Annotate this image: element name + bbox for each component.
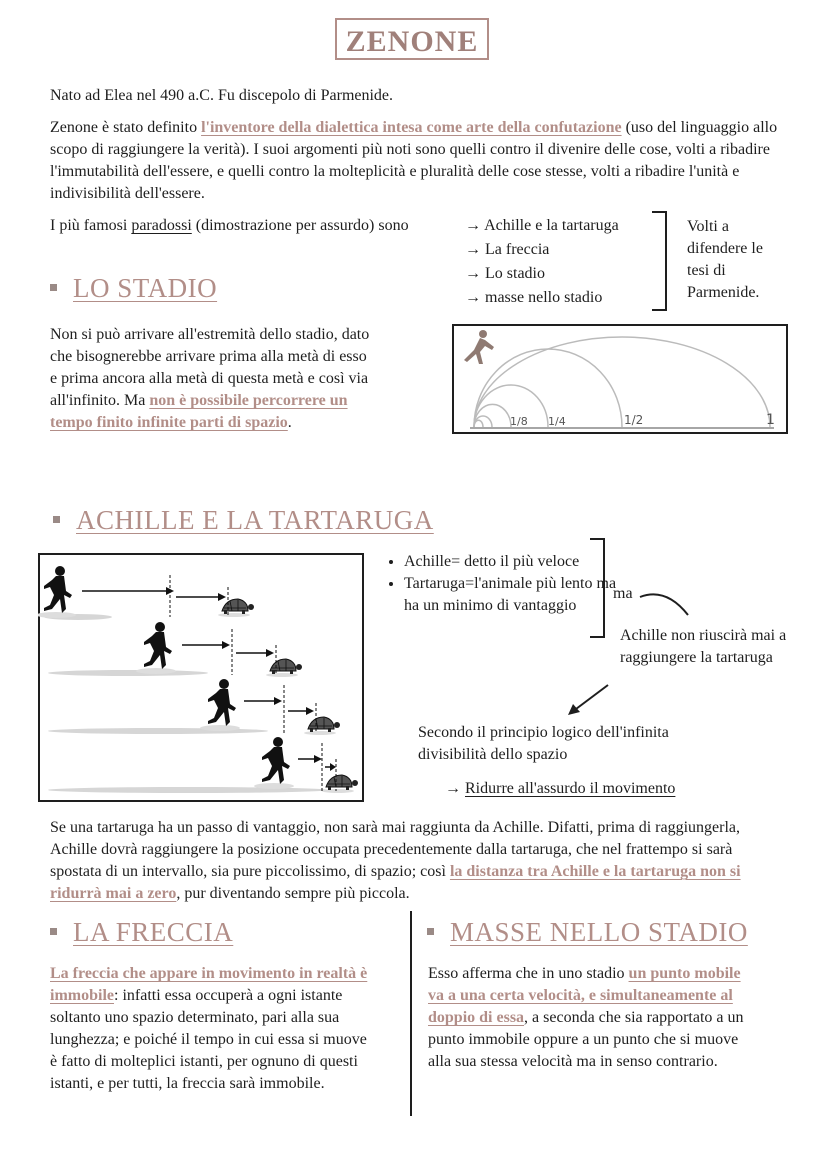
intro-birth: Nato ad Elea nel 490 a.C. Fu discepolo di Parmenide. bbox=[50, 87, 394, 104]
freccia-text: La freccia che appare in movimento in realtà è immobile: infatti essa occuperà a ogni istante soltanto uno spazio determinato, pari alla sua lunghezza; e poiché il tempo in cui essa si muove è fatto di molteplici istanti, per ognuno di questi istanti, e per tutti, la freccia sarà immobile. bbox=[50, 965, 368, 1092]
achille-principle: Secondo il principio logico dell'infinita divisibilità dello spazio bbox=[418, 724, 669, 763]
paradox-list bbox=[465, 214, 619, 310]
freccia-heading: LA FRECCIA bbox=[50, 917, 233, 948]
right-brace-icon bbox=[650, 210, 674, 312]
achille-figure bbox=[38, 553, 364, 802]
freccia-highlight: La freccia che appare in movimento in realtà è immobile bbox=[50, 965, 368, 1004]
label-quarter: 1/4 bbox=[548, 415, 566, 428]
stadio-highlight: non è possibile percorrere un tempo finito infinite parti di spazio bbox=[50, 392, 348, 431]
arrow-icon: → bbox=[465, 289, 481, 306]
achille-heading: ACHILLE E LA TARTARUGA bbox=[53, 505, 434, 536]
intro-definition: Zenone è stato definito l'inventore della dialettica intesa come arte della confutazione (uso del linguaggio allo scopo di raggiungere la verità). I suoi argomenti più noti sono quelli contro il divenire delle cose, volti a ribadire l'immutabilità dell'essere, e quelli contro la molteplicità e pluralità delle cose stesse, volti a ribadire l'unità e indivisibilità dell'essere. bbox=[50, 119, 778, 202]
column-divider bbox=[410, 911, 412, 1116]
ma-label: ma bbox=[613, 585, 633, 602]
list-item: → Achille e la tartaruga bbox=[465, 217, 619, 234]
paradox-note: Volti a difendere le tesi di Parmenide. bbox=[687, 218, 763, 301]
arrow-icon: → bbox=[465, 217, 481, 234]
list-item: → La freccia bbox=[465, 241, 550, 258]
label-one: 1 bbox=[766, 412, 775, 428]
stadio-heading: LO STADIO bbox=[50, 273, 217, 304]
arrow-icon: → bbox=[465, 241, 481, 258]
down-left-arrow-icon bbox=[566, 682, 612, 716]
achille-conclusion: Achille non riuscirà mai a raggiungere la tartaruga bbox=[620, 627, 787, 666]
masse-heading: MASSE NELLO STADIO bbox=[427, 917, 748, 948]
masse-highlight: un punto mobile va a una certa velocità, e simultaneamente al doppio di essa bbox=[428, 965, 741, 1026]
arrow-icon: → bbox=[465, 265, 481, 282]
square-bullet-icon bbox=[427, 928, 434, 935]
right-brace-icon bbox=[588, 537, 610, 639]
list-item: → masse nello stadio bbox=[465, 289, 603, 306]
list-item: → Lo stadio bbox=[465, 265, 545, 282]
label-eighth: 1/8 bbox=[510, 415, 528, 428]
square-bullet-icon bbox=[53, 516, 60, 523]
square-bullet-icon bbox=[50, 928, 57, 935]
achille-reduce: → Ridurre all'assurdo il movimento bbox=[445, 780, 676, 797]
list-item: • Achille= detto il più veloce bbox=[404, 551, 624, 573]
list-item: • Tartaruga=l'animale più lento ma ha un minimo di vantaggio bbox=[404, 573, 624, 617]
achille-highlight: la distanza tra Achille e la tartaruga non si ridurrà mai a zero bbox=[50, 863, 741, 902]
paradossi-word: paradossi bbox=[131, 217, 192, 234]
square-bullet-icon bbox=[50, 284, 57, 291]
page-title: ZENONE bbox=[335, 18, 489, 60]
label-half: 1/2 bbox=[624, 413, 644, 427]
arrow-icon: → bbox=[445, 780, 461, 797]
stadio-text: Non si può arrivare all'estremità dello stadio, dato che bisognerebbe arrivare prima alla metà di esso e prima ancora alla metà di questa metà e così via all'infinito. Ma non è possibile percorrere un tempo finito infinite parti di spazio. bbox=[50, 326, 370, 431]
masse-text: Esso afferma che in uno stadio un punto mobile va a una certa velocità, e simultaneamente al doppio di essa, a seconda che sia rapportato a un punto immobile oppure a un punto che si muove alla sua stessa velocità ma in senso contrario. bbox=[428, 965, 744, 1070]
definition-highlight: l'inventore della dialettica intesa come arte della confutazione bbox=[201, 119, 622, 136]
intro-paradoxes: I più famosi paradossi (dimostrazione per assurdo) sono bbox=[50, 217, 409, 234]
stadio-figure bbox=[452, 324, 788, 434]
curved-arrow-icon bbox=[636, 585, 696, 625]
achille-paragraph: Se una tartaruga ha un passo di vantaggio, non sarà mai raggiunta da Achille. Difatti, prima di raggiungerla, Achille dovrà raggiungere la posizione occupata precedentemente dalla tartaruga, che nel frattempo si sarà spostata di un intervallo, sia pure piccolissimo, di spazio; così la distanza tra Achille e la tartaruga non si ridurrà mai a zero, pur diventando sempre più piccola. bbox=[50, 819, 741, 902]
